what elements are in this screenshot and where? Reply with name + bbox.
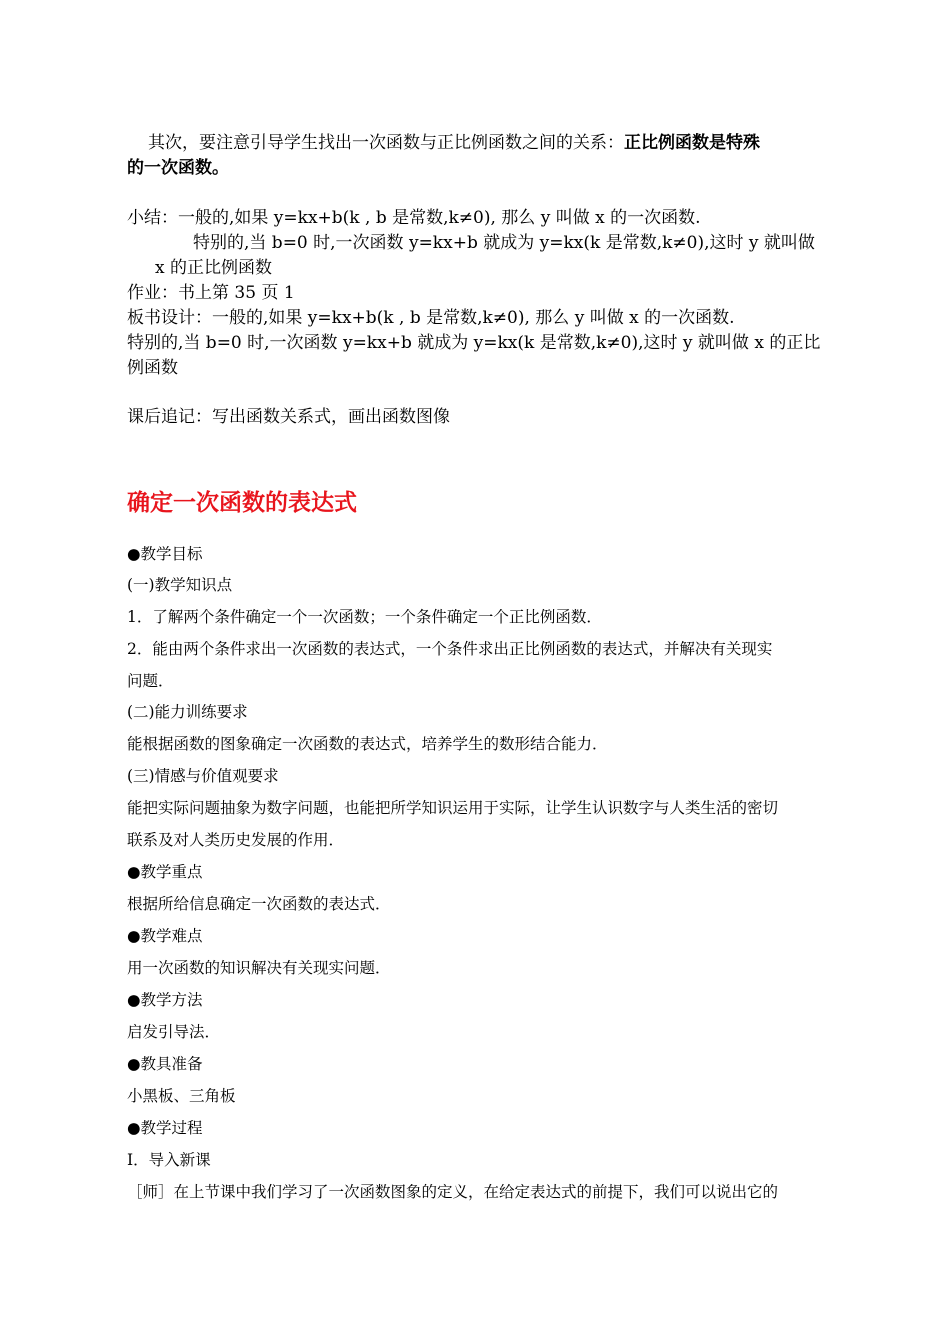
body-line: ●教学重点	[127, 863, 203, 881]
body-line: ［师］在上节课中我们学习了一次函数图象的定义，在给定表达式的前提下，我们可以说出它的	[127, 1183, 779, 1201]
postscript-line: 课后追记：写出函数关系式，画出函数图像	[127, 407, 450, 427]
body-line: 根据所给信息确定一次函数的表达式．	[127, 895, 391, 913]
board-design-line-2: 特别的,当 b=0 时,一次函数 y=kx+b 就成为 y=kx(k 是常数,k≠0),这时 y 就叫做 x 的正比	[127, 333, 821, 353]
body-line: Ⅰ．导入新课	[127, 1151, 211, 1169]
body-line: ●教学目标	[127, 545, 203, 563]
body-line: (一)教学知识点	[127, 576, 233, 594]
body-line: 小黑板、三角板	[127, 1087, 236, 1105]
intro-bold-1: 正比例函数是特殊	[624, 133, 760, 153]
homework-line: 作业：书上第 35 页 1	[127, 283, 295, 303]
body-line: ●教学难点	[127, 927, 203, 945]
body-line: ●教学过程	[127, 1119, 203, 1137]
board-design-line-1: 板书设计：一般的,如果 y=kx+b(k , b 是常数,k≠0), 那么 y 叫做 x 的一次函数.	[127, 308, 735, 328]
body-line: 启发引导法．	[127, 1023, 221, 1041]
section-title: 确定一次函数的表达式	[127, 490, 357, 516]
body-line: 能根据函数的图象确定一次函数的表达式，培养学生的数形结合能力．	[127, 735, 608, 753]
intro-bold-2: 的一次函数。	[127, 158, 229, 178]
body-line: 联系及对人类历史发展的作用．	[127, 831, 345, 849]
body-line: 问题．	[127, 672, 174, 690]
body-line: 能把实际问题抽象为数字问题，也能把所学知识运用于实际，让学生认识数字与人类生活的密切	[127, 799, 779, 817]
board-design-line-3: 例函数	[127, 358, 178, 378]
body-line: 用一次函数的知识解决有关现实问题．	[127, 959, 391, 977]
body-line: ●教学方法	[127, 991, 203, 1009]
summary-line-2: 特别的,当 b=0 时,一次函数 y=kx+b 就成为 y=kx(k 是常数,k≠0),这时 y 就叫做	[193, 233, 815, 253]
summary-line-3: x 的正比例函数	[155, 258, 272, 278]
body-line: (二)能力训练要求	[127, 703, 248, 721]
body-line: 2．能由两个条件求出一次函数的表达式，一个条件求出正比例函数的表达式，并解决有关现实	[127, 640, 773, 658]
body-line: ●教具准备	[127, 1055, 203, 1073]
summary-line-1: 小结：一般的,如果 y=kx+b(k , b 是常数,k≠0), 那么 y 叫做 x 的一次函数.	[127, 208, 701, 228]
body-line: 1．了解两个条件确定一个一次函数；一个条件确定一个正比例函数．	[127, 608, 602, 626]
intro-plain: 其次，要注意引导学生找出一次函数与正比例函数之间的关系：	[148, 133, 624, 153]
body-line: (三)情感与价值观要求	[127, 767, 279, 785]
intro-line-1	[148, 131, 860, 156]
